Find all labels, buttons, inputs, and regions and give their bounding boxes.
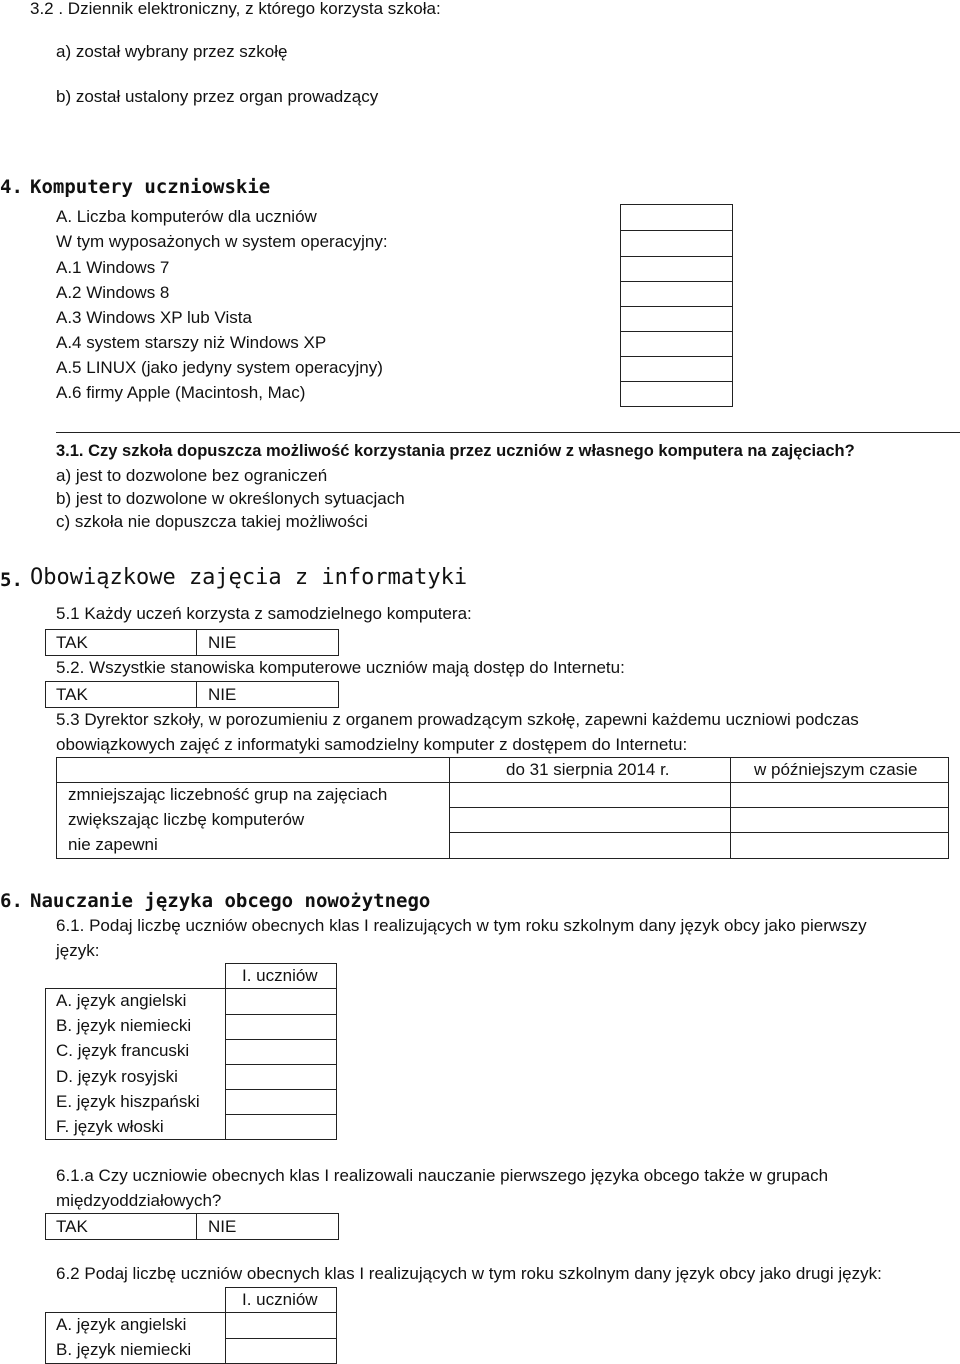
table-row-label: A.5 LINUX (jako jedyny system operacyjny) — [56, 358, 383, 377]
no-label: NIE — [208, 1217, 237, 1236]
french-count-input[interactable] — [225, 1039, 337, 1065]
russian-count-input[interactable] — [225, 1064, 337, 1090]
table-row-label: W tym wyposażonych w system operacyjny: — [56, 232, 388, 251]
yes-label: TAK — [56, 1217, 88, 1236]
q5-3-text-line2: obowiązkowych zajęć z informatyki samodzielny komputer z dostępem do Internetu: — [56, 735, 688, 754]
table-row-label: A. język angielski — [56, 1315, 187, 1334]
german-count-input[interactable] — [225, 1338, 337, 1364]
divider — [56, 432, 960, 433]
spanish-count-input[interactable] — [225, 1089, 337, 1115]
q5-1-text: 5.1 Każdy uczeń korzysta z samodzielnego komputera: — [56, 604, 472, 623]
table-row-label: A.3 Windows XP lub Vista — [56, 308, 252, 327]
q3-1-option-a: a) jest to dozwolone bez ograniczeń — [56, 466, 328, 485]
col-header: I. uczniów — [242, 966, 318, 985]
table-row-label: A.1 Windows 7 — [56, 258, 170, 277]
table-row-label: A. język angielski — [56, 991, 187, 1010]
table-row-label: C. język francuski — [56, 1041, 190, 1060]
row-divider — [449, 832, 949, 833]
windows-xp-vista-input[interactable] — [620, 306, 733, 332]
section-5-title: Obowiązkowe zajęcia z informatyki — [30, 565, 468, 590]
table-row-label: D. język rosyjski — [56, 1067, 178, 1086]
col-deadline-header: do 31 sierpnia 2014 r. — [506, 760, 670, 779]
no-label: NIE — [208, 633, 237, 652]
q5-2-text: 5.2. Wszystkie stanowiska komputerowe uczniów mają dostęp do Internetu: — [56, 658, 625, 677]
section-4-number: 4. — [0, 176, 23, 198]
table-row-label: B. język niemiecki — [56, 1340, 192, 1359]
q3-2-option-a: a) został wybrany przez szkołę — [56, 42, 288, 61]
q3-1-question: 3.1. Czy szkoła dopuszcza możliwość korzystania przez uczniów z własnego komputera na zajęciach? — [56, 442, 855, 460]
windows8-input[interactable] — [620, 281, 733, 307]
computers-count-input[interactable] — [620, 204, 733, 231]
table-row-label: E. język hiszpański — [56, 1092, 200, 1111]
q3-1-option-b: b) jest to dozwolone w określonych sytuacjach — [56, 489, 405, 508]
apple-input[interactable] — [620, 381, 733, 407]
section-4-title: Komputery uczniowskie — [30, 176, 271, 198]
computers-os-input[interactable] — [620, 230, 733, 257]
english-count-input[interactable] — [225, 1312, 337, 1339]
section-5-number: 5. — [0, 569, 23, 591]
row-divider — [449, 807, 949, 808]
older-system-input[interactable] — [620, 331, 733, 357]
q6-1-text-line1: 6.1. Podaj liczbę uczniów obecnych klas I realizujących w tym roku szkolnym dany język obcy jako pierwszy — [56, 916, 867, 935]
q3-2-option-b: b) został ustalony przez organ prowadzący — [56, 87, 379, 106]
italian-count-input[interactable] — [225, 1114, 337, 1140]
section-6-title: Nauczanie języka obcego nowożytnego — [30, 890, 431, 912]
table-row-label: A.4 system starszy niż Windows XP — [56, 333, 327, 352]
yes-label: TAK — [56, 633, 88, 652]
linux-input[interactable] — [620, 356, 733, 382]
table-row-label: F. język włoski — [56, 1117, 164, 1136]
table-row-label: A.6 firmy Apple (Macintosh, Mac) — [56, 383, 306, 402]
table-row-label: B. język niemiecki — [56, 1016, 192, 1035]
table-row-label: nie zapewni — [68, 835, 158, 854]
english-count-input[interactable] — [225, 988, 337, 1015]
q6-1a-text-line2: międzyoddziałowych? — [56, 1191, 222, 1210]
q5-3-text-line1: 5.3 Dyrektor szkoły, w porozumieniu z organem prowadzącym szkołę, zapewni każdemu uczniowi podczas — [56, 710, 859, 729]
section-6-number: 6. — [0, 890, 23, 912]
row-divider — [56, 782, 949, 783]
no-label: NIE — [208, 685, 237, 704]
q6-2-text: 6.2 Podaj liczbę uczniów obecnych klas I realizujących w tym roku szkolnym dany język obcy jako drugi język: — [56, 1264, 882, 1283]
german-count-input[interactable] — [225, 1014, 337, 1040]
table-row-label: zwiększając liczbę komputerów — [68, 810, 305, 829]
table-row-label: A. Liczba komputerów dla uczniów — [56, 207, 317, 226]
table-row-label: zmniejszając liczebność grup na zajęciach — [68, 785, 388, 804]
table-row-label: A.2 Windows 8 — [56, 283, 170, 302]
q3-2-title: 3.2 . Dziennik elektroniczny, z którego korzysta szkoła: — [30, 0, 441, 18]
yes-label: TAK — [56, 685, 88, 704]
col-header: I. uczniów — [242, 1290, 318, 1309]
q3-1-option-c: c) szkoła nie dopuszcza takiej możliwości — [56, 512, 368, 531]
windows7-input[interactable] — [620, 256, 733, 282]
q6-1-text-line2: język: — [56, 941, 100, 960]
col-later-header: w późniejszym czasie — [754, 760, 918, 779]
q6-1a-text-line1: 6.1.a Czy uczniowie obecnych klas I realizowali nauczanie pierwszego języka obcego także w grupach — [56, 1166, 829, 1185]
